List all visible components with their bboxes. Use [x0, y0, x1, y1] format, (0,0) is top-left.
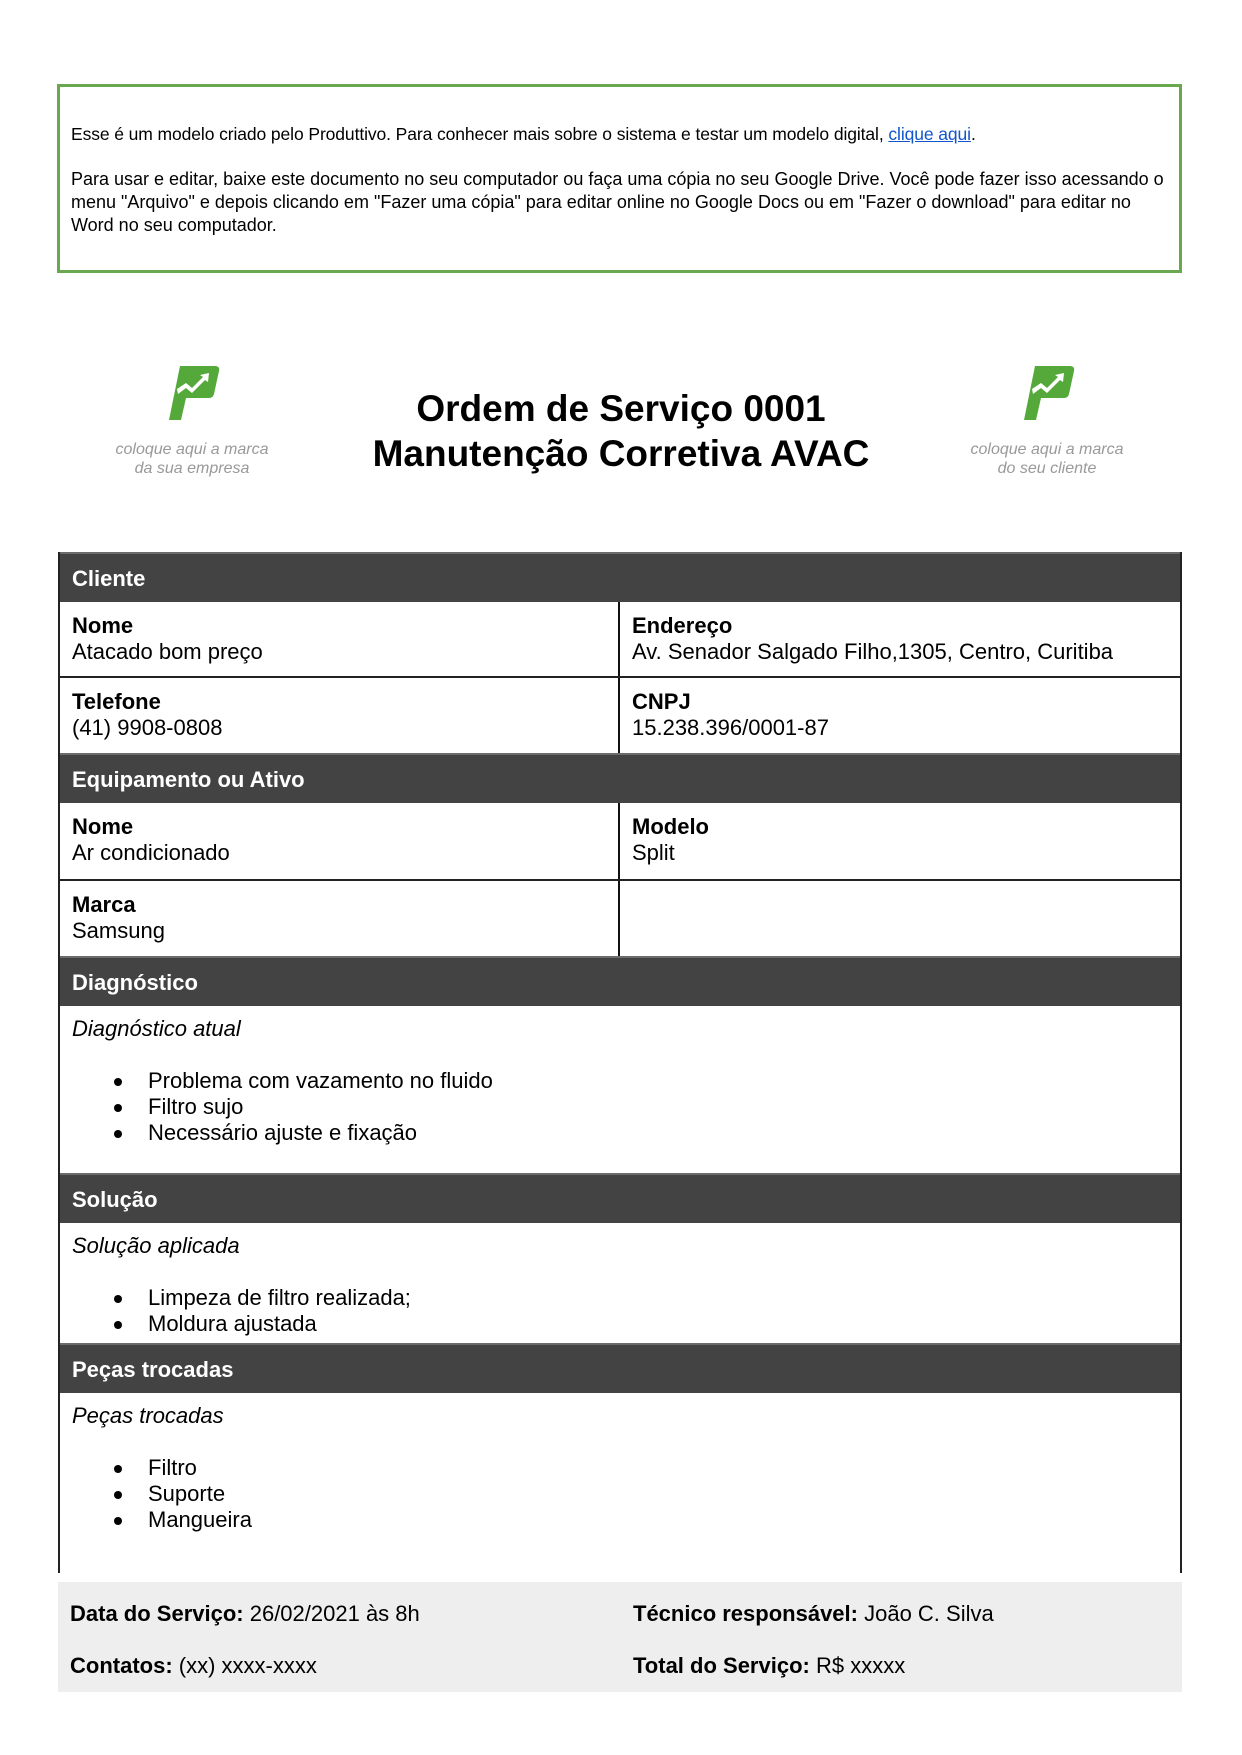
- pecas-body: Peças trocadas Filtro Suporte Mangueira: [60, 1393, 1180, 1573]
- section-header-cliente: Cliente: [60, 552, 1180, 602]
- logo-caption-line: coloque aqui a marca: [970, 441, 1124, 458]
- logo-caption-line: da sua empresa: [134, 460, 250, 477]
- service-order-table: [58, 552, 1182, 1573]
- section-header-diagnostico: Diagnóstico: [60, 956, 1180, 1006]
- solucao-list: [72, 1285, 1168, 1337]
- list-item: Moldura ajustada: [72, 1311, 1168, 1337]
- contacts: Contatos: (xx) xxxx-xxxx: [70, 1653, 317, 1678]
- section-header-equipamento: Equipamento ou Ativo: [60, 753, 1180, 803]
- logo-caption-line: coloque aqui a marca: [115, 441, 269, 458]
- clique-aqui-link[interactable]: clique aqui: [888, 124, 971, 144]
- list-item: Mangueira: [72, 1507, 1168, 1533]
- field-cliente-nome: Nome Atacado bom preço: [60, 602, 620, 676]
- list-item: Filtro sujo: [72, 1094, 1168, 1120]
- table-row: [60, 803, 1180, 881]
- list-item: Limpeza de filtro realizada;: [72, 1285, 1168, 1311]
- solucao-body: Solução aplicada Limpeza de filtro realizada; Moldura ajustada: [60, 1223, 1180, 1343]
- notice-instructions: Para usar e editar, baixe este documento no seu computador ou faça uma cópia no seu Google Drive. Você pode fazer isso acessando o menu "Arquivo" e depois clicando em "Fazer uma cópia" para editar online no Google Docs ou em "Fazer o download" para editar no Word no seu computador.: [71, 169, 1164, 235]
- field-equipamento-nome: Nome Ar condicionado: [60, 803, 620, 879]
- page-title: [300, 386, 942, 476]
- produttivo-logo-icon: [163, 364, 221, 422]
- pecas-list: [72, 1455, 1168, 1533]
- field-equipamento-modelo: Modelo Split: [632, 814, 709, 865]
- list-item: Suporte: [72, 1481, 1168, 1507]
- section-header-solucao: Solução: [60, 1173, 1180, 1223]
- service-footer: [58, 1582, 1182, 1692]
- service-date: Data do Serviço: 26/02/2021 às 8h: [70, 1601, 420, 1626]
- list-item: Necessário ajuste e fixação: [72, 1120, 1168, 1146]
- notice-intro: Esse é um modelo criado pelo Produttivo. Para conhecer mais sobre o sistema e testar um modelo digital, clique aqui.: [71, 124, 976, 144]
- produttivo-logo-icon: [1018, 364, 1076, 422]
- company-logo-placeholder: [102, 364, 282, 478]
- client-logo-placeholder: [957, 364, 1137, 478]
- section-header-pecas: Peças trocadas: [60, 1343, 1180, 1393]
- diagnostico-body: Diagnóstico atual Problema com vazamento no fluido Filtro sujo Necessário ajuste e fixação: [60, 1006, 1180, 1173]
- service-total: Total do Serviço: R$ xxxxx: [633, 1653, 906, 1678]
- technician: Técnico responsável: João C. Silva: [633, 1601, 994, 1626]
- table-row: [60, 678, 1180, 753]
- empty-cell: [620, 881, 1180, 956]
- list-item: Problema com vazamento no fluido: [72, 1068, 1168, 1094]
- logo-caption-line: do seu cliente: [997, 460, 1097, 477]
- list-item: Filtro: [72, 1455, 1168, 1481]
- title-line-2: Manutenção Corretiva AVAC: [372, 433, 870, 474]
- table-row: [60, 602, 1180, 678]
- diagnostico-list: [72, 1068, 1168, 1146]
- template-notice-box: [57, 84, 1182, 273]
- title-line-1: Ordem de Serviço 0001: [416, 388, 826, 429]
- field-cliente-cnpj: CNPJ 15.238.396/0001-87: [632, 689, 829, 740]
- field-equipamento-marca: Marca Samsung: [60, 881, 620, 956]
- field-cliente-endereco: Endereço Av. Senador Salgado Filho,1305, Centro, Curitiba: [632, 613, 1114, 664]
- field-cliente-telefone: Telefone (41) 9908-0808: [60, 678, 620, 753]
- table-row: [60, 881, 1180, 956]
